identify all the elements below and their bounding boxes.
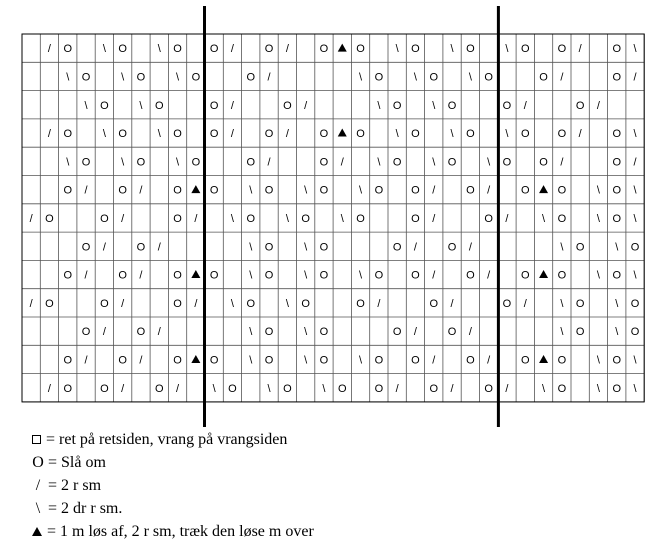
- chart-cell-yarn-over: O: [557, 184, 567, 197]
- chart-cell-k2tog: /: [633, 156, 637, 169]
- chart-cell-yarn-over: O: [356, 43, 365, 56]
- chart-cell-yarn-over: O: [118, 184, 127, 197]
- chart-cell-yarn-over: O: [356, 128, 365, 141]
- chart-cell-k2tog: /: [102, 241, 106, 254]
- chart-cell-k2tog: /: [304, 99, 308, 112]
- chart-cell-yarn-over: O: [447, 241, 457, 254]
- chart-cell-yarn-over: O: [264, 354, 274, 367]
- chart-cell-yarn-over: O: [374, 354, 384, 367]
- chart-cell-k2tog-tbl: \: [176, 71, 180, 84]
- chart-symbols: [30, 43, 640, 395]
- chart-cell-yarn-over: O: [392, 156, 402, 169]
- chart-cell-k2tog-tbl: \: [596, 382, 600, 395]
- chart-cell-yarn-over: O: [118, 269, 127, 282]
- chart-cell-yarn-over: O: [520, 43, 530, 56]
- chart-cell-triangle-icon: [539, 270, 548, 278]
- chart-cell-yarn-over: O: [466, 184, 475, 197]
- chart-cell-k2tog-tbl: \: [304, 354, 308, 367]
- chart-cell-k2tog: /: [121, 297, 125, 310]
- chart-cell-yarn-over: O: [319, 43, 329, 56]
- chart-cell-yarn-over: O: [411, 184, 420, 197]
- chart-cell-k2tog: /: [230, 43, 234, 56]
- chart-cell-yarn-over: O: [374, 71, 384, 84]
- chart-cell-k2tog-tbl: \: [633, 382, 637, 395]
- chart-cell-yarn-over: O: [209, 354, 219, 367]
- chart-cell-yarn-over: O: [63, 269, 73, 282]
- chart-cell-yarn-over: O: [319, 184, 329, 197]
- chart-cell-k2tog: /: [413, 241, 417, 254]
- chart-cell-k2tog: /: [340, 156, 344, 169]
- chart-cell-yarn-over: O: [118, 128, 127, 141]
- chart-cell-yarn-over: O: [575, 99, 585, 112]
- chart-cell-yarn-over: O: [429, 382, 439, 395]
- legend-symbol: /: [35, 477, 41, 494]
- chart-cell-yarn-over: O: [173, 184, 182, 197]
- chart-cell-k2tog-tbl: \: [176, 156, 180, 169]
- chart-cell-yarn-over: O: [81, 71, 91, 84]
- chart-cell-k2tog-tbl: \: [212, 382, 216, 395]
- chart-cell-k2tog: /: [377, 297, 381, 310]
- chart-cell-yarn-over: O: [612, 184, 622, 197]
- chart-cell-k2tog: /: [578, 128, 582, 141]
- chart-cell-k2tog: /: [47, 43, 51, 56]
- chart-cell-k2tog: /: [84, 184, 88, 197]
- chart-cell-k2tog-tbl: \: [450, 43, 454, 56]
- triangle-icon: [32, 527, 42, 536]
- chart-cell-yarn-over: O: [520, 184, 530, 197]
- chart-cell-yarn-over: O: [447, 99, 457, 112]
- chart-cell-yarn-over: O: [319, 241, 329, 254]
- chart-cell-k2tog: /: [505, 382, 509, 395]
- chart-cell-k2tog: /: [194, 297, 198, 310]
- chart-cell-k2tog: /: [139, 184, 143, 197]
- chart-cell-k2tog-tbl: \: [102, 128, 106, 141]
- chart-cell-k2tog-tbl: \: [560, 241, 564, 254]
- chart-cell-yarn-over: O: [411, 212, 420, 225]
- chart-cell-k2tog: /: [395, 382, 399, 395]
- legend-row-k2tog-tbl: [32, 497, 314, 520]
- chart-cell-k2tog-tbl: \: [359, 184, 363, 197]
- chart-cell-yarn-over: O: [612, 354, 622, 367]
- chart-cell-k2tog-tbl: \: [304, 326, 308, 339]
- chart-cell-yarn-over: O: [520, 269, 530, 282]
- chart-cell-yarn-over: O: [630, 241, 640, 254]
- chart-cell-k2tog: /: [560, 71, 564, 84]
- chart-cell-yarn-over: O: [209, 99, 219, 112]
- chart-cell-yarn-over: O: [209, 269, 219, 282]
- chart-cell-k2tog-tbl: \: [615, 326, 619, 339]
- chart-cell-k2tog-tbl: \: [121, 71, 125, 84]
- chart-cell-yarn-over: O: [612, 212, 622, 225]
- chart-cell-k2tog-tbl: \: [249, 326, 253, 339]
- legend-symbol: O: [32, 454, 44, 471]
- chart-cell-k2tog: /: [468, 326, 472, 339]
- chart-cell-yarn-over: O: [630, 326, 640, 339]
- chart-cell-yarn-over: O: [136, 241, 146, 254]
- chart-cell-k2tog: /: [29, 297, 33, 310]
- chart-cell-yarn-over: O: [301, 297, 310, 310]
- chart-cell-k2tog: /: [578, 43, 582, 56]
- chart-cell-k2tog: /: [432, 212, 436, 225]
- chart-cell-yarn-over: O: [246, 156, 256, 169]
- chart-cell-k2tog-tbl: \: [84, 99, 88, 112]
- chart-cell-yarn-over: O: [45, 212, 54, 225]
- chart-cell-k2tog-tbl: \: [285, 297, 289, 310]
- chart-cell-k2tog: /: [176, 382, 180, 395]
- chart-cell-yarn-over: O: [502, 99, 512, 112]
- legend-text: ret på retsiden, vrang på vrangsiden: [59, 431, 288, 448]
- chart-cell-yarn-over: O: [246, 297, 256, 310]
- chart-cell-yarn-over: O: [100, 382, 109, 395]
- legend-text: 2 dr r sm.: [61, 500, 123, 517]
- chart-cell-yarn-over: O: [575, 326, 585, 339]
- chart-cell-yarn-over: O: [63, 354, 73, 367]
- chart-cell-k2tog-tbl: \: [66, 71, 70, 84]
- chart-grid: [22, 34, 644, 402]
- chart-cell-yarn-over: O: [173, 297, 182, 310]
- chart-cell-yarn-over: O: [466, 269, 475, 282]
- chart-cell-yarn-over: O: [374, 184, 384, 197]
- chart-cell-yarn-over: O: [173, 212, 182, 225]
- chart-cell-yarn-over: O: [392, 241, 402, 254]
- chart-cell-triangle-icon: [191, 185, 200, 193]
- chart-cell-yarn-over: O: [484, 71, 493, 84]
- chart-cell-k2tog-tbl: \: [121, 156, 125, 169]
- chart-cell-yarn-over: O: [154, 382, 164, 395]
- chart-cell-k2tog-tbl: \: [450, 128, 454, 141]
- chart-cell-yarn-over: O: [374, 382, 384, 395]
- chart-cell-k2tog-tbl: \: [249, 241, 253, 254]
- chart-cell-yarn-over: O: [209, 184, 219, 197]
- chart-cell-k2tog: /: [121, 382, 125, 395]
- chart-cell-yarn-over: O: [173, 269, 182, 282]
- chart-cell-k2tog: /: [157, 326, 161, 339]
- chart-cell-k2tog-tbl: \: [542, 212, 546, 225]
- chart-cell-k2tog: /: [432, 354, 436, 367]
- chart-cell-yarn-over: O: [100, 99, 109, 112]
- chart-cell-k2tog: /: [523, 99, 527, 112]
- chart-cell-k2tog: /: [596, 99, 600, 112]
- chart-cell-k2tog-tbl: \: [359, 71, 363, 84]
- chart-cell-yarn-over: O: [520, 128, 530, 141]
- chart-cell-yarn-over: O: [557, 354, 567, 367]
- chart-cell-yarn-over: O: [173, 128, 182, 141]
- chart-cell-k2tog: /: [29, 212, 33, 225]
- chart-cell-yarn-over: O: [557, 212, 567, 225]
- chart-cell-yarn-over: O: [173, 354, 182, 367]
- chart-cell-k2tog-tbl: \: [66, 156, 70, 169]
- legend-text: 2 r sm: [61, 477, 102, 494]
- chart-cell-yarn-over: O: [100, 212, 109, 225]
- chart-cell-yarn-over: O: [81, 326, 91, 339]
- chart-cell-yarn-over: O: [136, 156, 146, 169]
- chart-cell-yarn-over: O: [612, 269, 622, 282]
- chart-cell-k2tog-tbl: \: [304, 269, 308, 282]
- chart-cell-k2tog-tbl: \: [230, 297, 234, 310]
- chart-cell-k2tog: /: [285, 128, 289, 141]
- chart-cell-k2tog-tbl: \: [505, 43, 509, 56]
- chart-cell-yarn-over: O: [466, 354, 475, 367]
- chart-cell-k2tog-tbl: \: [359, 354, 363, 367]
- chart-cell-yarn-over: O: [191, 156, 201, 169]
- chart-cell-k2tog-tbl: \: [560, 326, 564, 339]
- chart-cell-yarn-over: O: [264, 43, 274, 56]
- chart-cell-yarn-over: O: [411, 43, 420, 56]
- chart-cell-k2tog: /: [102, 326, 106, 339]
- chart-cell-yarn-over: O: [520, 354, 530, 367]
- chart-cell-yarn-over: O: [392, 326, 402, 339]
- chart-cell-yarn-over: O: [63, 184, 73, 197]
- chart-cell-yarn-over: O: [612, 43, 622, 56]
- chart-cell-k2tog-tbl: \: [395, 128, 399, 141]
- box-icon: [32, 435, 41, 444]
- chart-cell-k2tog: /: [194, 212, 198, 225]
- chart-cell-k2tog: /: [432, 184, 436, 197]
- chart-cell-yarn-over: O: [612, 71, 622, 84]
- chart-cell-yarn-over: O: [630, 297, 640, 310]
- chart-cell-k2tog-tbl: \: [230, 212, 234, 225]
- chart-cell-k2tog-tbl: \: [395, 43, 399, 56]
- chart-cell-k2tog-tbl: \: [633, 354, 637, 367]
- chart-cell-k2tog: /: [413, 326, 417, 339]
- chart-cell-k2tog: /: [139, 269, 143, 282]
- legend-separator: =: [48, 500, 58, 517]
- chart-cell-k2tog: /: [487, 354, 491, 367]
- chart-cell-triangle-icon: [191, 270, 200, 278]
- chart-cell-k2tog-tbl: \: [615, 241, 619, 254]
- chart-cell-k2tog: /: [468, 241, 472, 254]
- chart-cell-k2tog: /: [230, 128, 234, 141]
- chart-cell-yarn-over: O: [557, 43, 567, 56]
- chart-cell-triangle-icon: [539, 355, 548, 363]
- chart-cell-k2tog: /: [267, 71, 271, 84]
- chart-cell-k2tog-tbl: \: [267, 382, 271, 395]
- chart-cell-k2tog: /: [487, 269, 491, 282]
- chart-cell-yarn-over: O: [301, 212, 310, 225]
- chart-cell-yarn-over: O: [246, 212, 256, 225]
- chart-cell-k2tog: /: [157, 241, 161, 254]
- legend-row-knit: [32, 428, 314, 451]
- chart-cell-k2tog: /: [139, 354, 143, 367]
- chart-cell-k2tog-tbl: \: [432, 156, 436, 169]
- chart-cell-yarn-over: O: [575, 241, 585, 254]
- chart-cell-k2tog-tbl: \: [377, 99, 381, 112]
- chart-cell-triangle-icon: [191, 355, 200, 363]
- chart-cell-yarn-over: O: [466, 43, 475, 56]
- chart-cell-k2tog-tbl: \: [633, 184, 637, 197]
- legend-row-sk2p: [32, 520, 314, 543]
- chart-cell-k2tog-tbl: \: [413, 71, 417, 84]
- legend-symbol: \: [35, 500, 41, 517]
- chart-cell-yarn-over: O: [411, 128, 420, 141]
- chart-cell-yarn-over: O: [319, 128, 329, 141]
- chart-cell-k2tog-tbl: \: [487, 156, 491, 169]
- chart-cell-yarn-over: O: [63, 43, 73, 56]
- chart-cell-yarn-over: O: [264, 269, 274, 282]
- chart-cell-yarn-over: O: [429, 71, 439, 84]
- chart-cell-yarn-over: O: [429, 297, 439, 310]
- chart-cell-yarn-over: O: [283, 99, 292, 112]
- chart-cell-k2tog: /: [560, 156, 564, 169]
- chart-cell-yarn-over: O: [136, 326, 146, 339]
- chart-cell-k2tog: /: [84, 354, 88, 367]
- chart-cell-triangle-icon: [539, 185, 548, 193]
- legend-text: Slå om: [61, 454, 106, 471]
- chart-cell-k2tog: /: [505, 212, 509, 225]
- chart-cell-k2tog-tbl: \: [377, 156, 381, 169]
- chart-cell-k2tog-tbl: \: [596, 269, 600, 282]
- chart-cell-yarn-over: O: [502, 156, 512, 169]
- chart-cell-yarn-over: O: [484, 212, 493, 225]
- chart-cell-k2tog-tbl: \: [304, 241, 308, 254]
- chart-cell-yarn-over: O: [319, 269, 329, 282]
- chart-cell-yarn-over: O: [283, 382, 292, 395]
- chart-cell-k2tog-tbl: \: [542, 382, 546, 395]
- chart-cell-k2tog-tbl: \: [633, 212, 637, 225]
- chart-cell-yarn-over: O: [100, 297, 109, 310]
- chart-cell-k2tog-tbl: \: [139, 99, 143, 112]
- chart-cell-yarn-over: O: [63, 128, 73, 141]
- chart-cell-yarn-over: O: [319, 326, 329, 339]
- chart-cell-k2tog-tbl: \: [633, 43, 637, 56]
- chart-cell-k2tog: /: [487, 184, 491, 197]
- chart-cell-yarn-over: O: [319, 354, 329, 367]
- chart-cell-yarn-over: O: [411, 269, 420, 282]
- legend-row-k2tog: [32, 474, 314, 497]
- chart-cell-k2tog-tbl: \: [359, 269, 363, 282]
- chart-cell-yarn-over: O: [45, 297, 54, 310]
- chart-cell-yarn-over: O: [154, 99, 164, 112]
- chart-cell-yarn-over: O: [411, 354, 420, 367]
- chart-cell-yarn-over: O: [209, 128, 219, 141]
- chart-cell-yarn-over: O: [191, 71, 201, 84]
- chart-cell-yarn-over: O: [612, 156, 622, 169]
- chart-cell-yarn-over: O: [118, 354, 127, 367]
- chart-cell-k2tog-tbl: \: [596, 354, 600, 367]
- legend-row-yarn-over: [32, 451, 314, 474]
- chart-cell-k2tog: /: [230, 99, 234, 112]
- chart-cell-k2tog-tbl: \: [102, 43, 106, 56]
- chart-cell-yarn-over: O: [539, 156, 548, 169]
- chart-cell-k2tog-tbl: \: [468, 71, 472, 84]
- chart-cell-yarn-over: O: [356, 297, 365, 310]
- chart-cell-k2tog: /: [84, 269, 88, 282]
- chart-cell-triangle-icon: [338, 129, 347, 137]
- chart-cell-yarn-over: O: [392, 99, 402, 112]
- chart-cell-yarn-over: O: [118, 43, 127, 56]
- chart-cell-yarn-over: O: [557, 269, 567, 282]
- chart-cell-yarn-over: O: [484, 382, 493, 395]
- chart-cell-yarn-over: O: [612, 382, 622, 395]
- chart-cell-yarn-over: O: [209, 43, 219, 56]
- chart-cell-yarn-over: O: [557, 382, 567, 395]
- chart-cell-yarn-over: O: [319, 156, 329, 169]
- legend: [32, 428, 314, 543]
- chart-cell-k2tog-tbl: \: [322, 382, 326, 395]
- chart-cell-k2tog-tbl: \: [560, 297, 564, 310]
- chart-cell-k2tog: /: [432, 269, 436, 282]
- chart-cell-k2tog: /: [47, 128, 51, 141]
- chart-cell-k2tog-tbl: \: [249, 269, 253, 282]
- chart-cell-yarn-over: O: [557, 128, 567, 141]
- chart-cell-k2tog-tbl: \: [633, 269, 637, 282]
- legend-separator: =: [48, 454, 58, 471]
- chart-cell-k2tog: /: [285, 43, 289, 56]
- chart-cell-k2tog: /: [267, 156, 271, 169]
- chart-cell-k2tog-tbl: \: [596, 212, 600, 225]
- chart-cell-yarn-over: O: [264, 326, 274, 339]
- chart-cell-k2tog: /: [450, 382, 454, 395]
- chart-cell-k2tog-tbl: \: [633, 128, 637, 141]
- chart-cell-yarn-over: O: [264, 241, 274, 254]
- chart-cell-yarn-over: O: [575, 297, 585, 310]
- chart-cell-triangle-icon: [338, 44, 347, 52]
- chart-cell-k2tog-tbl: \: [157, 128, 161, 141]
- chart-cell-yarn-over: O: [173, 43, 182, 56]
- chart-cell-yarn-over: O: [466, 128, 475, 141]
- chart-cell-k2tog-tbl: \: [340, 212, 344, 225]
- legend-separator: =: [46, 431, 56, 448]
- chart-cell-yarn-over: O: [81, 241, 91, 254]
- legend-separator: =: [47, 523, 57, 540]
- chart-cell-yarn-over: O: [81, 156, 91, 169]
- chart-cell-k2tog-tbl: \: [157, 43, 161, 56]
- chart-cell-k2tog: /: [633, 71, 637, 84]
- chart-cell-yarn-over: O: [337, 382, 347, 395]
- chart-cell-k2tog: /: [523, 297, 527, 310]
- chart-cell-k2tog: /: [121, 212, 125, 225]
- chart-cell-yarn-over: O: [539, 71, 548, 84]
- chart-cell-yarn-over: O: [136, 71, 146, 84]
- chart-cell-yarn-over: O: [447, 156, 457, 169]
- chart-cell-yarn-over: O: [612, 128, 622, 141]
- chart-cell-k2tog-tbl: \: [615, 297, 619, 310]
- legend-text: 1 m løs af, 2 r sm, træk den løse m over: [60, 523, 314, 540]
- chart-cell-yarn-over: O: [264, 128, 274, 141]
- chart-cell-yarn-over: O: [246, 71, 256, 84]
- chart-cell-yarn-over: O: [502, 297, 512, 310]
- chart-cell-k2tog-tbl: \: [249, 354, 253, 367]
- chart-cell-k2tog-tbl: \: [432, 99, 436, 112]
- chart-cell-yarn-over: O: [447, 326, 457, 339]
- chart-cell-yarn-over: O: [356, 212, 365, 225]
- chart-cell-k2tog: /: [47, 382, 51, 395]
- chart-cell-k2tog: /: [450, 297, 454, 310]
- chart-cell-yarn-over: O: [228, 382, 237, 395]
- legend-separator: =: [48, 477, 58, 494]
- chart-cell-k2tog-tbl: \: [304, 184, 308, 197]
- chart-cell-k2tog-tbl: \: [249, 184, 253, 197]
- chart-cell-k2tog-tbl: \: [596, 184, 600, 197]
- chart-cell-yarn-over: O: [374, 269, 384, 282]
- chart-cell-k2tog-tbl: \: [505, 128, 509, 141]
- chart-cell-k2tog-tbl: \: [285, 212, 289, 225]
- chart-cell-yarn-over: O: [63, 382, 73, 395]
- chart-cell-yarn-over: O: [264, 184, 274, 197]
